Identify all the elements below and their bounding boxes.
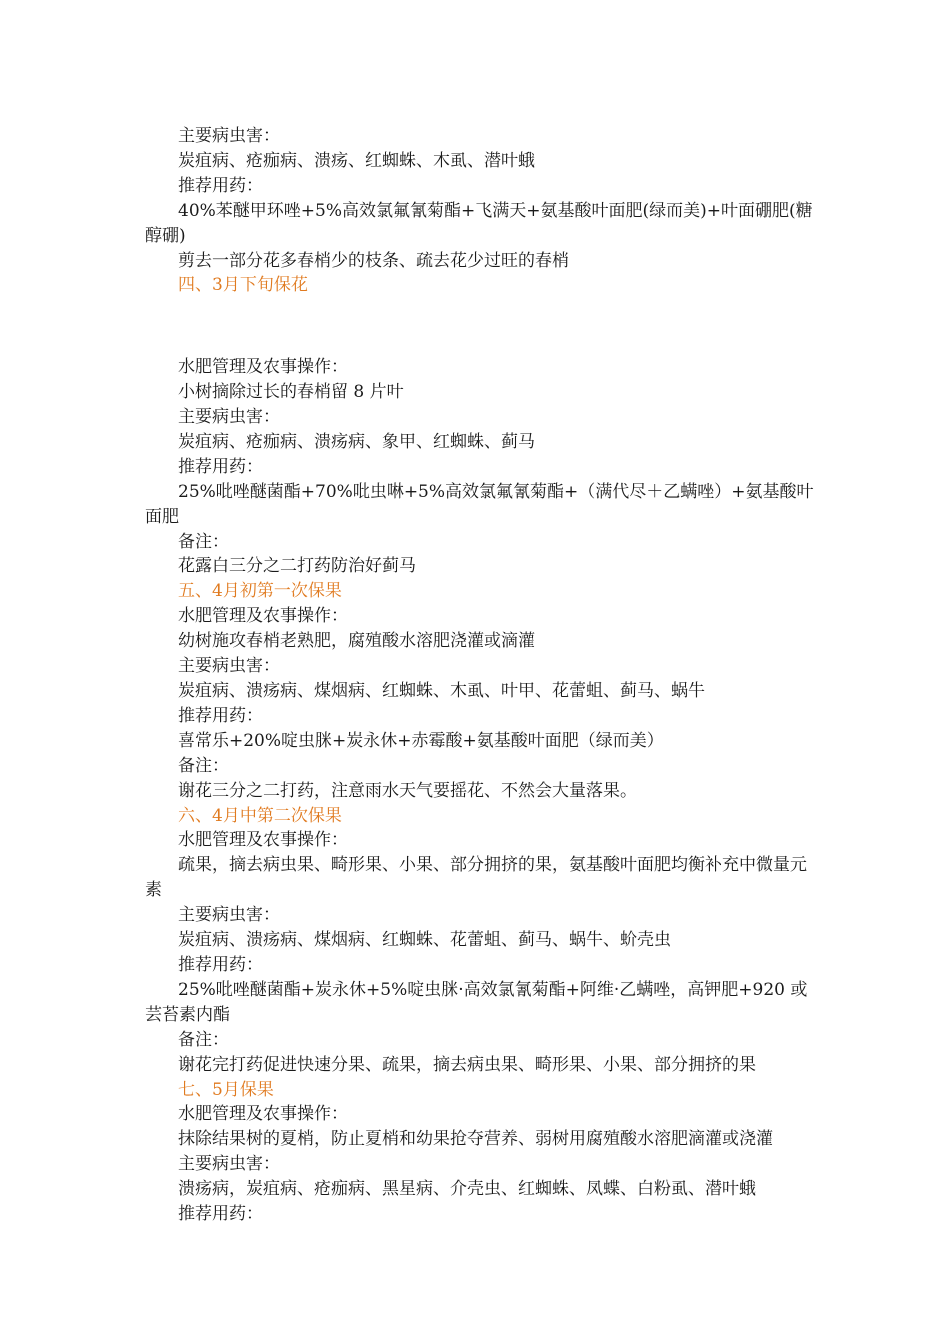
paragraph-text: 抹除结果树的夏梢，防止夏梢和幼果抢夺营养、弱树用腐殖酸水溶肥滴灌或浇灌 [178, 1129, 773, 1150]
section-heading: 五、4月初第一次保果 [178, 581, 342, 602]
field-label: 备注： [178, 531, 229, 552]
field-label: 备注： [178, 755, 229, 776]
paragraph-text: 小树摘除过长的春梢留 8 片叶 [178, 382, 404, 403]
paragraph-text: 40%苯醚甲环唑+5%高效氯氟氰菊酯+飞满天+氨基酸叶面肥(绿而美)+叶面硼肥(糖醇硼) [145, 200, 813, 246]
field-label: 主要病虫害： [178, 407, 280, 428]
field-label: 水肥管理及农事操作： [178, 357, 348, 378]
field-label: 推荐用药： [178, 705, 263, 726]
paragraph-text: 25%吡唑醚菌酯+70%吡虫啉+5%高效氯氟氰菊酯+（满代尽＋乙螨唑）+氨基酸叶面肥 [145, 481, 814, 527]
paragraph-text: 炭疽病、溃疡病、煤烟病、红蜘蛛、花蕾蛆、蓟马、蜗牛、蚧壳虫 [178, 930, 671, 951]
paragraph-text: 炭疽病、溃疡病、煤烟病、红蜘蛛、木虱、叶甲、花蕾蛆、蓟马、蜗牛 [178, 681, 705, 702]
paragraph-text: 剪去一部分花多春梢少的枝条、疏去花少过旺的春梢 [178, 250, 569, 271]
paragraph-text: 谢花完打药促进快速分果、疏果，摘去病虫果、畸形果、小果、部分拥挤的果 [178, 1054, 756, 1075]
field-label: 推荐用药： [178, 456, 263, 477]
paragraph-text: 25%吡唑醚菌酯+炭永休+5%啶虫脒·高效氯氰菊酯+阿维·乙螨唑，高钾肥+920 或芸苔素内酯 [145, 979, 808, 1025]
paragraph-text: 溃疡病，炭疽病、疮痂病、黑星病、介壳虫、红蜘蛛、凤蝶、白粉虱、潜叶蛾 [178, 1179, 756, 1200]
field-label: 主要病虫害： [178, 656, 280, 677]
field-label: 推荐用药： [178, 175, 263, 196]
section-heading: 六、4月中第二次保果 [178, 805, 342, 826]
field-label: 水肥管理及农事操作： [178, 1104, 348, 1125]
paragraph-text: 疏果，摘去病虫果、畸形果、小果、部分拥挤的果，氨基酸叶面肥均衡补充中微量元素 [145, 855, 807, 901]
document-page [145, 124, 815, 1227]
paragraph-text: 花露白三分之二打药防治好蓟马 [178, 556, 416, 577]
field-label: 水肥管理及农事操作： [178, 830, 348, 851]
paragraph-text: 幼树施攻春梢老熟肥，腐殖酸水溶肥浇灌或滴灌 [178, 631, 535, 652]
field-label: 推荐用药： [178, 1204, 263, 1225]
field-label: 推荐用药： [178, 954, 263, 975]
section-heading: 七、5月保果 [178, 1079, 274, 1100]
field-label: 水肥管理及农事操作： [178, 606, 348, 627]
field-label: 主要病虫害： [178, 126, 280, 146]
paragraph-text: 谢花三分之二打药，注意雨水天气要摇花、不然会大量落果。 [178, 780, 637, 801]
paragraph-text: 喜常乐+20%啶虫脒+炭永休+赤霉酸+氨基酸叶面肥（绿而美） [178, 730, 664, 751]
paragraph-text: 炭疽病、疮痂病、溃疡、红蜘蛛、木虱、潜叶蛾 [178, 150, 535, 171]
paragraph-text: 炭疽病、疮痂病、溃疡病、象甲、红蜘蛛、蓟马 [178, 431, 535, 452]
field-label: 主要病虫害： [178, 905, 280, 926]
blank-line [145, 314, 815, 339]
field-label: 主要病虫害： [178, 1154, 280, 1175]
section-heading: 四、3月下旬保花 [178, 275, 308, 296]
field-label: 备注： [178, 1029, 229, 1050]
